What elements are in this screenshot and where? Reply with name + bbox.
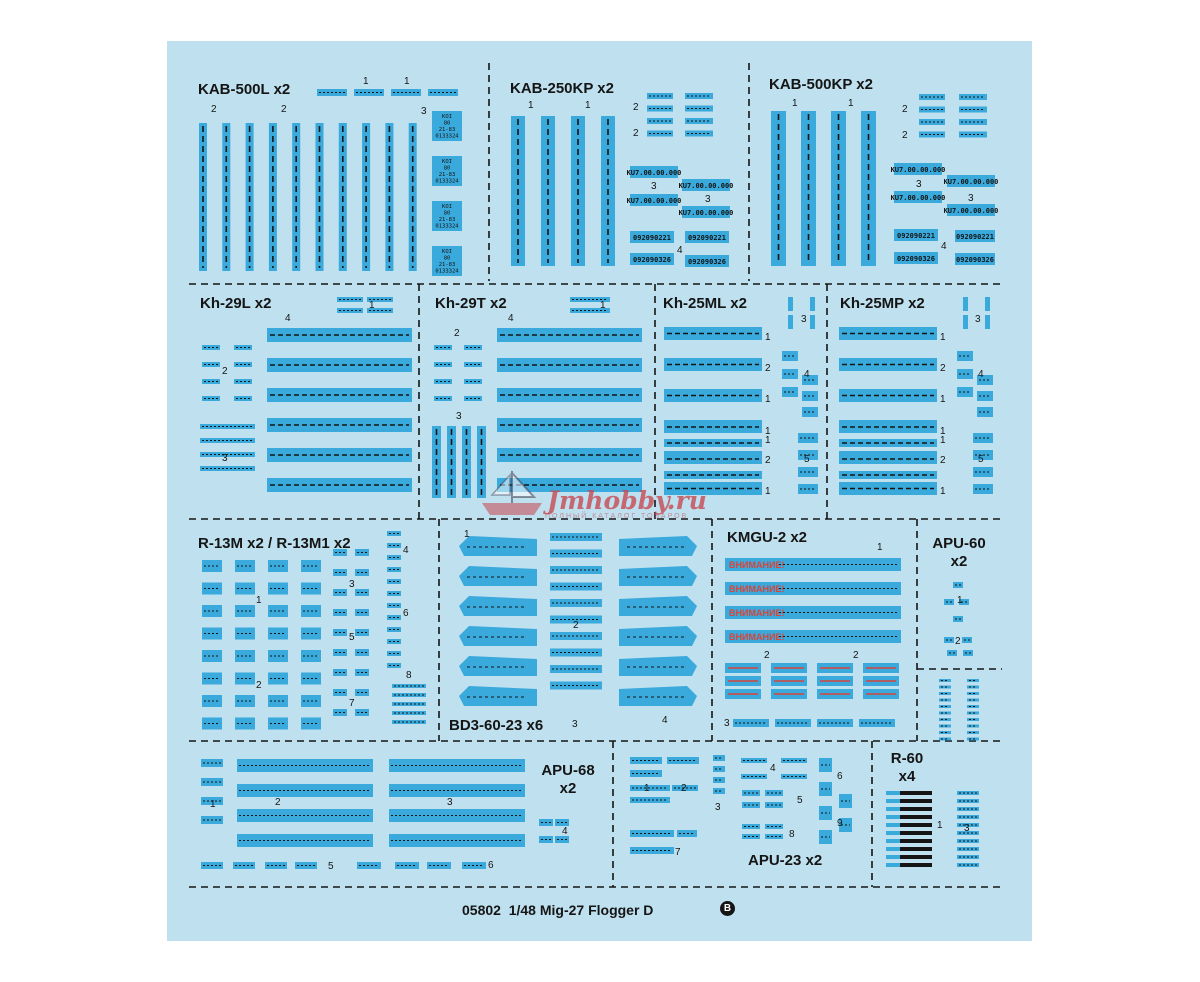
kh25mp-vtag-a0 bbox=[963, 297, 968, 311]
kmgu-warning-0: ВНИМАНИЕ! bbox=[729, 560, 785, 570]
kh25mp-num-1b: 1 bbox=[940, 394, 946, 405]
kab250kp-num-1a: 1 bbox=[528, 100, 534, 111]
r60-num-1: 1 bbox=[937, 820, 943, 831]
kh29t-num-3: 3 bbox=[456, 411, 462, 422]
title-kh-29t: Kh-29T x2 bbox=[435, 295, 507, 312]
kh25ml-num-1c: 1 bbox=[765, 426, 771, 437]
apu68-num-5: 5 bbox=[328, 861, 334, 872]
watermark-subtitle: ПОЛНЫЙ КАТАЛОГ ТОВАРОВ bbox=[545, 513, 689, 520]
kh25ml-num-1e: 1 bbox=[765, 435, 771, 446]
kh25mp-num-1c: 1 bbox=[940, 426, 946, 437]
kh25ml-num-3: 3 bbox=[801, 314, 807, 325]
apu60-num-1: 1 bbox=[957, 595, 963, 606]
apu60-tag-0 bbox=[953, 582, 963, 588]
kh25ml-num-1d: 1 bbox=[765, 486, 771, 497]
kab500l-stencil-3-line-3: 0133324 bbox=[435, 268, 459, 275]
kab250kp-code-6-text: 092090326 bbox=[633, 256, 671, 264]
bd3-pylon-b-1 bbox=[619, 566, 697, 586]
apu68-num-3: 3 bbox=[447, 797, 453, 808]
kab500kp-code-1-text: KU7.00.00.000 bbox=[890, 194, 946, 202]
kab500l-stencil-2-line-2: 21-83 bbox=[438, 217, 456, 223]
kab500kp-num-4: 4 bbox=[941, 241, 947, 252]
kh25ml-vtag-a1 bbox=[788, 315, 793, 329]
kh25ml-vtag-b0 bbox=[810, 297, 815, 311]
bd3-num-4: 4 bbox=[662, 715, 668, 726]
kh25ml-num-1b: 1 bbox=[765, 394, 771, 405]
kh25mp-num-3: 3 bbox=[975, 314, 981, 325]
bd3-pylon-b-5 bbox=[619, 686, 697, 706]
kmgu-num-2a: 2 bbox=[764, 650, 770, 661]
bd3-pylon-a-2 bbox=[459, 596, 537, 616]
title-kab-250kp: KAB-250KP x2 bbox=[510, 80, 614, 97]
title-apu-68-line1: APU-68 bbox=[541, 762, 595, 779]
kab500kp-code-0-text: KU7.00.00.000 bbox=[890, 166, 946, 174]
apu68-num-2: 2 bbox=[275, 797, 281, 808]
kab500l-stencil-1-line-0: KOI bbox=[442, 159, 452, 165]
r13m-line-1 bbox=[392, 693, 426, 697]
kab500l-stencil-2-line-0: KOI bbox=[442, 204, 452, 210]
r13m-num-4: 4 bbox=[403, 545, 409, 556]
r60-strip-5-band bbox=[886, 831, 900, 835]
r60-strip-3-band bbox=[886, 815, 900, 819]
apu60-tag-7 bbox=[963, 650, 973, 656]
title-r-60-line2: x4 bbox=[898, 768, 916, 785]
kh25mp-num-1a: 1 bbox=[940, 332, 946, 343]
kab500kp-num-1a: 1 bbox=[792, 98, 798, 109]
kab500l-stencil-3-line-2: 21-83 bbox=[438, 262, 456, 268]
kab500l-stencil-3-line-0: KOI bbox=[442, 249, 452, 255]
kab500l-stencil-1-line-1: 80 bbox=[443, 165, 451, 172]
kh25mp-num-4: 4 bbox=[978, 369, 984, 380]
kab500l-stencil-0-line-3: 0133324 bbox=[435, 133, 459, 140]
kab500kp-code-6-text: 092090326 bbox=[897, 255, 935, 263]
bd3-pylon-b-4 bbox=[619, 656, 697, 676]
kab500kp-code-4-text: 092090221 bbox=[897, 232, 935, 240]
bd3-pylon-b-3 bbox=[619, 626, 697, 646]
kab500kp-code-5-text: 092090221 bbox=[956, 233, 994, 241]
r13m-num-7: 7 bbox=[349, 698, 355, 709]
apu60-tag-1 bbox=[944, 599, 954, 605]
kmgu-num-3: 3 bbox=[724, 718, 730, 729]
kh29l-num-2: 2 bbox=[222, 366, 228, 377]
bd3-pylon-b-0 bbox=[619, 536, 697, 556]
kab500kp-num-3a: 3 bbox=[916, 179, 922, 190]
kab500kp-code-2-text: KU7.00.00.000 bbox=[943, 178, 999, 186]
r13m-num-1: 1 bbox=[256, 595, 262, 606]
kh25mp-num-2b: 2 bbox=[940, 455, 946, 466]
r13m-line-2 bbox=[392, 702, 426, 706]
title-r-13m: R-13M x2 / R-13M1 x2 bbox=[198, 535, 351, 552]
title-kmgu-2: KMGU-2 x2 bbox=[727, 529, 808, 546]
kab500l-stencil-0-line-2: 21-83 bbox=[438, 127, 456, 133]
apu60-tag-6 bbox=[947, 650, 957, 656]
kab500l-stencil-3-line-1: 80 bbox=[443, 255, 451, 262]
apu23-num-3: 3 bbox=[715, 802, 721, 813]
apu60-tag-4 bbox=[944, 637, 954, 643]
r13m-num-6: 6 bbox=[403, 608, 409, 619]
kab500l-num-2a: 2 bbox=[211, 104, 217, 115]
decal-sheet bbox=[167, 41, 1032, 941]
r13m-line-0 bbox=[392, 684, 426, 688]
r60-strip-8-band bbox=[886, 855, 900, 859]
kh29l-num-3: 3 bbox=[222, 453, 228, 464]
r60-num-3: 3 bbox=[964, 823, 970, 834]
r60-strip-1-band bbox=[886, 799, 900, 803]
kab500kp-code-7-text: 092090326 bbox=[956, 256, 994, 264]
apu23-num-7: 7 bbox=[675, 847, 681, 858]
bd3-num-3: 3 bbox=[572, 719, 578, 730]
r13m-num-5: 5 bbox=[349, 632, 355, 643]
kh25ml-num-5: 5 bbox=[804, 454, 810, 465]
kh25ml-vtag-a0 bbox=[788, 297, 793, 311]
kh25ml-num-1a: 1 bbox=[765, 332, 771, 343]
kab250kp-num-4: 4 bbox=[677, 245, 683, 256]
kmgu-warning-1: ВНИМАНИЕ! bbox=[729, 584, 785, 594]
r60-strip-6-band bbox=[886, 839, 900, 843]
kab500l-stencil-0-line-1: 80 bbox=[443, 120, 451, 127]
kab500l-num-1a: 1 bbox=[363, 76, 369, 87]
kab250kp-num-3b: 3 bbox=[705, 194, 711, 205]
kh25mp-vtag-a1 bbox=[963, 315, 968, 329]
kab500l-stencil-2-line-1: 80 bbox=[443, 210, 451, 217]
kab500kp-num-2b: 2 bbox=[902, 130, 908, 141]
kab500kp-num-2a: 2 bbox=[902, 104, 908, 115]
kh25mp-num-1e: 1 bbox=[940, 435, 946, 446]
title-bd3-60-23: BD3-60-23 x6 bbox=[449, 717, 544, 734]
r13m-line-3 bbox=[392, 711, 426, 715]
kh29t-num-1: 1 bbox=[600, 300, 606, 311]
kab500l-stencil-1-line-3: 0133324 bbox=[435, 178, 459, 185]
kh25ml-vtag-b1 bbox=[810, 315, 815, 329]
apu68-num-4: 4 bbox=[562, 826, 568, 837]
kh25mp-num-1d: 1 bbox=[940, 486, 946, 497]
kab250kp-num-2b: 2 bbox=[633, 128, 639, 139]
kab500l-stencil-2-line-3: 0133324 bbox=[435, 223, 459, 230]
kab250kp-code-0-text: KU7.00.00.000 bbox=[626, 169, 682, 177]
r60-strip-4-band bbox=[886, 823, 900, 827]
apu68-num-1: 1 bbox=[210, 799, 216, 810]
title-kh-25ml: Kh-25ML x2 bbox=[663, 295, 747, 312]
bd3-pylon-a-5 bbox=[459, 686, 537, 706]
kab250kp-code-4-text: 092090221 bbox=[633, 234, 671, 242]
title-apu-68-line2: x2 bbox=[559, 780, 577, 797]
kh29l-num-1: 1 bbox=[369, 300, 375, 311]
kh29l-num-4: 4 bbox=[285, 313, 291, 324]
kab500kp-num-1b: 1 bbox=[848, 98, 854, 109]
kab500l-num-1b: 1 bbox=[404, 76, 410, 87]
kab500kp-code-3-text: KU7.00.00.000 bbox=[943, 207, 999, 215]
bd3-pylon-b-2 bbox=[619, 596, 697, 616]
kh25mp-vtag-b0 bbox=[985, 297, 990, 311]
kh25ml-num-2b: 2 bbox=[765, 455, 771, 466]
bd3-num-1: 1 bbox=[464, 529, 470, 540]
r60-strip-9-band bbox=[886, 863, 900, 867]
kab250kp-num-2a: 2 bbox=[633, 102, 639, 113]
title-kh-25mp: Kh-25MP x2 bbox=[840, 295, 925, 312]
title-apu-68 bbox=[533, 763, 603, 796]
title-kh-29l: Kh-29L x2 bbox=[200, 295, 272, 312]
kab500l-stencil-1-line-2: 21-83 bbox=[438, 172, 456, 178]
kab500l-num-2b: 2 bbox=[281, 104, 287, 115]
apu23-num-5: 5 bbox=[797, 795, 803, 806]
kh29t-num-2: 2 bbox=[454, 328, 460, 339]
title-apu-23: APU-23 x2 bbox=[748, 852, 823, 869]
title-r-60-line1: R-60 bbox=[890, 750, 924, 767]
r60-strip-0-band bbox=[886, 791, 900, 795]
apu23-num-4: 4 bbox=[770, 763, 776, 774]
r13m-num-3: 3 bbox=[349, 579, 355, 590]
kab250kp-code-2-text: KU7.00.00.000 bbox=[678, 182, 734, 190]
apu60-tag-5 bbox=[962, 637, 972, 643]
kh25mp-num-2a: 2 bbox=[940, 363, 946, 374]
title-kab-500l: KAB-500L x2 bbox=[198, 81, 291, 98]
bd3-pylon-a-1 bbox=[459, 566, 537, 586]
apu23-num-9: 9 bbox=[837, 818, 843, 829]
kab500l-num-3: 3 bbox=[421, 106, 427, 117]
r13m-num-8: 8 bbox=[406, 670, 412, 681]
kmgu-warning-2: ВНИМАНИЕ! bbox=[729, 608, 785, 618]
r60-strip-2-band bbox=[886, 807, 900, 811]
kh25ml-num-4: 4 bbox=[804, 369, 810, 380]
apu60-tag-3 bbox=[953, 616, 963, 622]
r60-strip-7-band bbox=[886, 847, 900, 851]
apu23-num-6: 6 bbox=[837, 771, 843, 782]
kab250kp-code-7-text: 092090326 bbox=[688, 258, 726, 266]
product-code: 05802 1/48 Mig-27 Flogger D bbox=[462, 902, 654, 918]
kab250kp-num-3a: 3 bbox=[651, 181, 657, 192]
kmgu-num-2b: 2 bbox=[853, 650, 859, 661]
title-apu-60-line2: x2 bbox=[950, 553, 968, 570]
r13m-num-2: 2 bbox=[256, 680, 262, 691]
kab500l-stencil-0-line-0: KOI bbox=[442, 114, 452, 120]
apu68-num-6: 6 bbox=[488, 860, 494, 871]
apu23-num-2: 2 bbox=[681, 783, 687, 794]
kh25ml-num-2a: 2 bbox=[765, 363, 771, 374]
kab500kp-num-3b: 3 bbox=[968, 193, 974, 204]
apu23-num-8: 8 bbox=[789, 829, 795, 840]
title-apu-60 bbox=[924, 536, 994, 569]
kh25mp-num-5: 5 bbox=[978, 454, 984, 465]
kmgu-warning-3: ВНИМАНИЕ! bbox=[729, 632, 785, 642]
bd3-num-2: 2 bbox=[573, 620, 579, 631]
kab250kp-code-5-text: 092090221 bbox=[688, 234, 726, 242]
title-kab-500kp: KAB-500KP x2 bbox=[769, 76, 873, 93]
kab250kp-num-1b: 1 bbox=[585, 100, 591, 111]
sheet-letter-badge: B bbox=[720, 901, 735, 916]
bd3-pylon-a-0 bbox=[459, 536, 537, 556]
r13m-line-4 bbox=[392, 720, 426, 724]
kh25mp-vtag-b1 bbox=[985, 315, 990, 329]
title-apu-60-line1: APU-60 bbox=[932, 535, 986, 552]
title-r-60 bbox=[882, 751, 932, 784]
apu23-num-1: 1 bbox=[644, 783, 650, 794]
apu60-num-2: 2 bbox=[955, 636, 961, 647]
kab250kp-code-1-text: KU7.00.00.000 bbox=[626, 197, 682, 205]
kh29t-num-4: 4 bbox=[508, 313, 514, 324]
kmgu-num-1: 1 bbox=[877, 542, 883, 553]
watermark-text: Jmhobby.ru bbox=[547, 486, 707, 515]
bd3-pylon-a-3 bbox=[459, 626, 537, 646]
kab250kp-code-3-text: KU7.00.00.000 bbox=[678, 209, 734, 217]
bd3-pylon-a-4 bbox=[459, 656, 537, 676]
